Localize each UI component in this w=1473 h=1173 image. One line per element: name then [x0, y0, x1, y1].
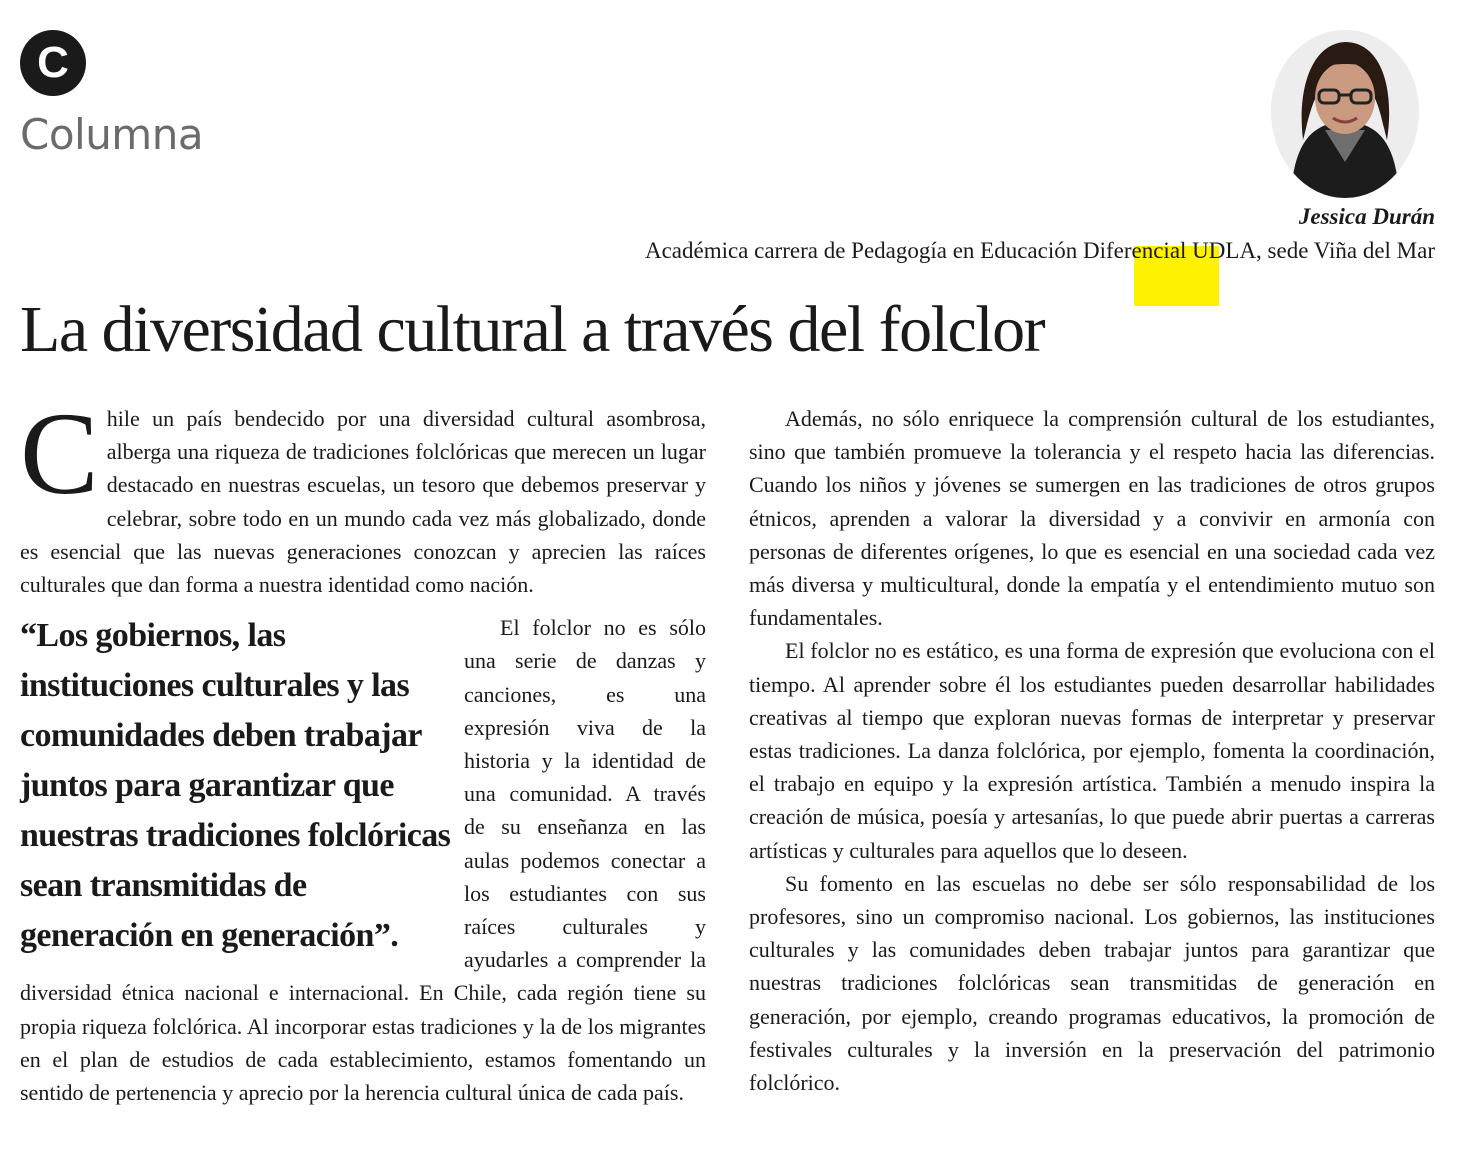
section-badge: C — [20, 30, 86, 96]
paragraph-3: Además, no sólo enriquece la comprensión cultural de los estudiantes, sino que también promueve la tolerancia y el respeto hacia las diferencias. Cuando los niños y jóvenes se sumergen en las tradiciones de otros grupos étnicos, aprenden a valorar la diversidad y a convivir en armonía con personas de diferentes orígenes, lo que es esencial en una sociedad cada vez más diversa y multicultural, donde la empatía y el entendimiento mutuo son fundamentales. — [749, 406, 1435, 631]
author-photo — [1271, 30, 1419, 198]
drop-cap: C — [20, 388, 99, 519]
headline: La diversidad cultural a través del folclor — [20, 293, 1045, 366]
column-right — [749, 402, 1435, 1099]
pull-quote: “Los gobiernos, las instituciones culturales y las comunidades deben trabajar juntos para garantizar que nuestras tradiciones folclóricas sean transmitidas de generación en generación”. — [20, 617, 451, 955]
author-name: Jessica Durán — [1298, 204, 1435, 229]
author-role: Académica carrera de Pedagogía en Educación Diferencial UDLA, sede Viña del Mar — [644, 238, 1435, 263]
section-label: Columna — [20, 110, 204, 159]
paragraph-1 — [20, 388, 706, 601]
paragraph-5: Su fomento en las escuelas no debe ser sólo responsabilidad de los profesores, sino un compromiso nacional. Los gobiernos, las instituciones culturales y las comunidades deben trabajar juntos para garantizar que nuestras tradiciones folclóricas sean transmitidas de generación en generación, por ejemplo, creando programas educativos, la promoción de festivales culturales y la inversión en la preservación del patrimonio folclórico. — [749, 870, 1435, 1096]
author-portrait-illustration — [1271, 30, 1419, 198]
paragraph-4: El folclor no es estático, es una forma de expresión que evoluciona con el tiempo. Al aprender sobre él los estudiantes pueden desarrollar habilidades creativas al tiempo que exploran nuevas formas de interpretar y preservar estas tradiciones. La danza folclórica, por ejemplo, fomenta la coordinación, el trabajo en equipo y la expresión artística. También a menudo inspira la creación de música, poesía y artesanías, lo que puede abrir puertas a carreras artísticas y culturales para aquellos que lo deseen. — [749, 638, 1435, 863]
paragraph-2: El folclor no es sólo una serie de danzas y canciones, es una expresión viva de la historia y la identidad de una comunidad. A través de su enseñanza en las aulas podemos conectar a los estudiantes con sus raíces culturales y ayudarles a comprender la diversidad étnica nacional e internacional. En Chile, cada región tiene su propia riqueza folclórica. Al incorporar estas tradiciones y la de los migrantes en el plan de estudios de cada establecimiento, estamos fomentando un sentido de pertenencia y aprecio por la herencia cultural única de cada país. — [20, 615, 706, 1106]
paragraph-1-text: hile un país bendecido por una diversidad cultural asombrosa, alberga una riqueza de tradiciones folclóricas que merecen un lugar destacado en nuestras escuelas, un tesoro que debemos preservar y celebrar, sobre todo en un mundo cada vez más globalizado, donde es esencial que las nuevas generaciones conozcan y aprecien las raíces culturales que dan forma a nuestra identidad como nación. — [20, 406, 706, 598]
column-left — [20, 388, 706, 1109]
